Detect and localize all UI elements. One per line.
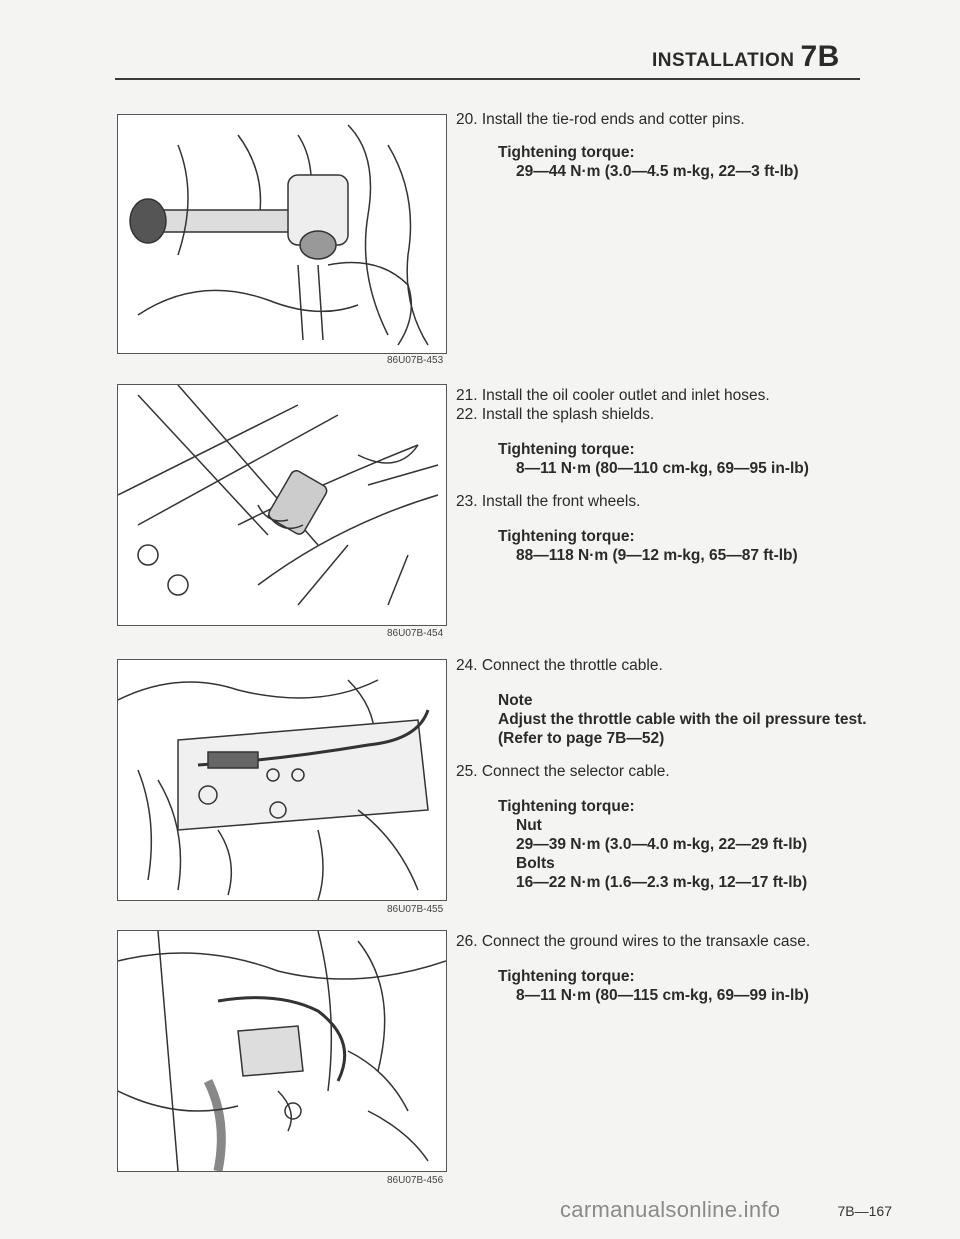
figure-code: 86U07B-455	[387, 904, 444, 915]
step-text: 22. Install the splash shields.	[456, 406, 655, 423]
note-text: Adjust the throttle cable with the oil pressure test. (Refer to page 7B—52)	[498, 711, 867, 747]
figure-code: 86U07B-456	[387, 1175, 444, 1186]
bolts-torque-value: 16—22 N·m (1.6—2.3 m-kg, 12—17 ft-lb)	[516, 874, 808, 891]
watermark: carmanualsonline.info	[560, 1197, 781, 1222]
figure-cables	[117, 659, 447, 901]
figure-tie-rod	[117, 114, 447, 354]
section-tie-rod	[456, 110, 876, 181]
step-text: 25. Connect the selector cable.	[456, 763, 670, 780]
torque-label: Tightening torque:	[498, 144, 635, 161]
note-label: Note	[498, 692, 533, 709]
nut-torque-value: 29—39 N·m (3.0—4.0 m-kg, 22—29 ft-lb)	[516, 836, 808, 853]
header-title: INSTALLATION	[652, 50, 795, 71]
page-number: 7B—167	[837, 1203, 892, 1219]
figure-ground-wires	[117, 930, 447, 1172]
step-text: 23. Install the front wheels.	[456, 493, 641, 510]
step-text: 26. Connect the ground wires to the transaxle case.	[456, 933, 811, 950]
figure-code: 86U07B-454	[387, 628, 444, 639]
step-text: 20. Install the tie-rod ends and cotter pins.	[456, 111, 745, 128]
section-ground-wires	[456, 932, 876, 1005]
header-rule	[115, 78, 860, 80]
torque-label: Tightening torque:	[498, 798, 635, 815]
step-text: 24. Connect the throttle cable.	[456, 657, 663, 674]
torque-label: Tightening torque:	[498, 968, 635, 985]
torque-value: 88—118 N·m (9—12 m-kg, 65—87 ft-lb)	[516, 547, 798, 564]
figure-oil-cooler	[117, 384, 447, 626]
section-cables	[456, 656, 876, 892]
torque-label: Tightening torque:	[498, 528, 635, 545]
torque-value: 8—11 N·m (80—110 cm-kg, 69—95 in-lb)	[516, 460, 809, 477]
figure-code: 86U07B-453	[387, 355, 444, 366]
torque-label: Tightening torque:	[498, 441, 635, 458]
step-text: 21. Install the oil cooler outlet and inlet hoses.	[456, 387, 770, 404]
torque-value: 8—11 N·m (80—115 cm-kg, 69—99 in-lb)	[516, 987, 809, 1004]
page-header	[652, 40, 840, 74]
torque-value: 29—44 N·m (3.0—4.5 m-kg, 22—3 ft-lb)	[516, 163, 799, 180]
section-oil-cooler	[456, 386, 876, 565]
bolts-label: Bolts	[516, 855, 555, 872]
header-chapter: 7B	[800, 40, 840, 73]
nut-label: Nut	[516, 817, 542, 834]
